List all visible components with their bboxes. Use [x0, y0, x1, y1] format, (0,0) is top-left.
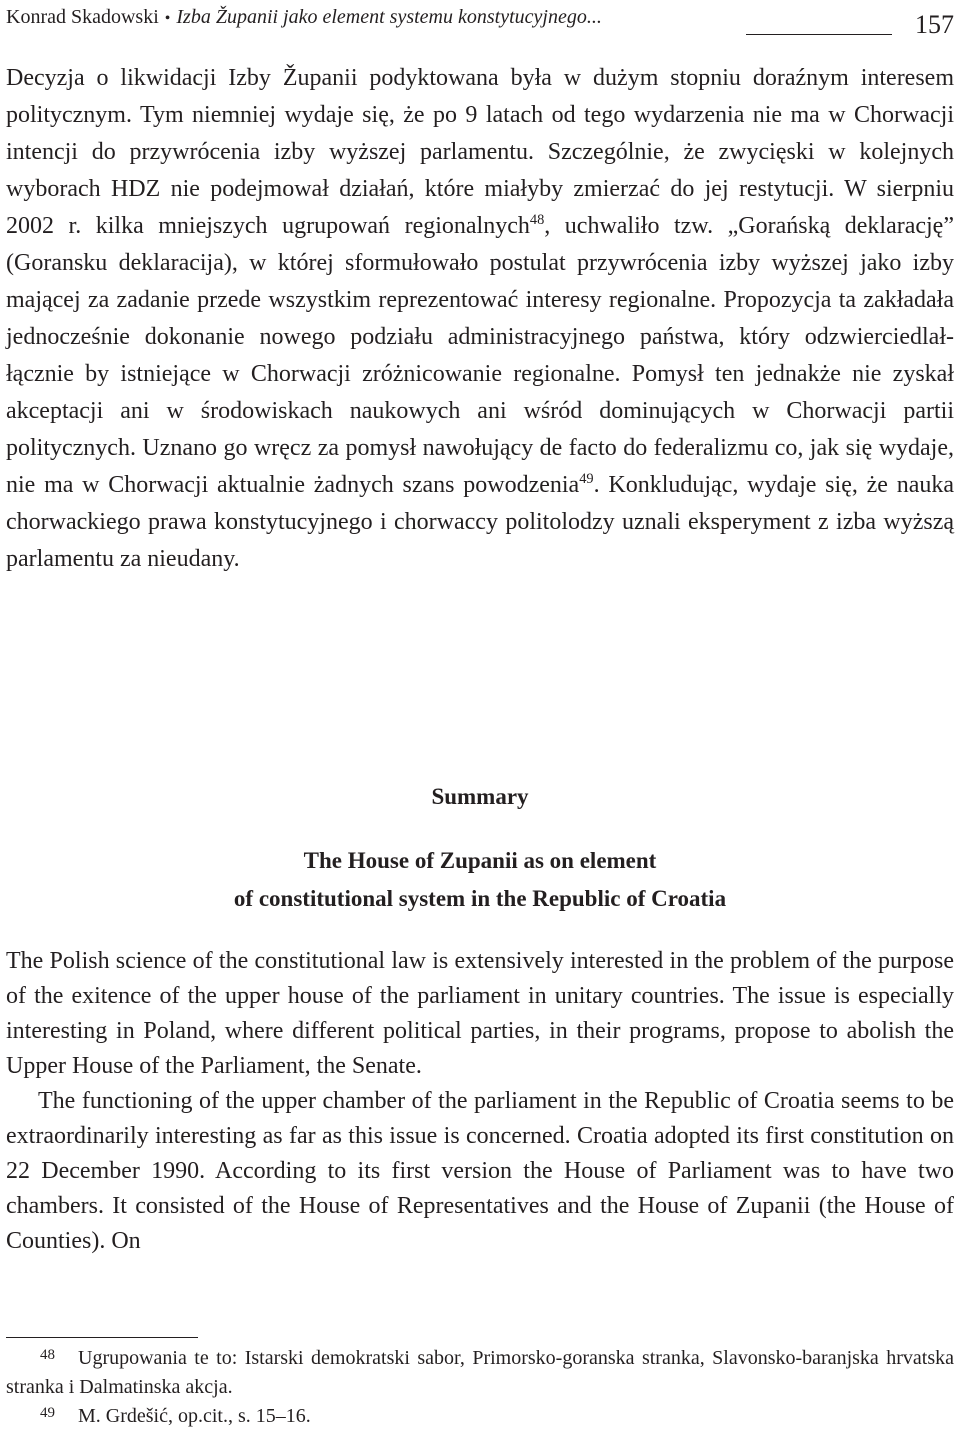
- header-rule: [746, 34, 892, 35]
- footnote-49: [6, 1402, 954, 1431]
- bullet-separator: •: [164, 10, 171, 27]
- footnote-ref-49: 49: [579, 471, 594, 487]
- footnote-text: Ugrupowania te to: Istarski demokratski sabor, Primorsko-goranska stranka, Slavonsko-baranjska hrvatska stranka i Dalmatinska akcja.: [6, 1347, 954, 1398]
- polish-text-part3: . Konkludując, wydaje się, że nauka chorwackiego prawa konstytucyjnego i chorwaccy politolodzy uznali eksperyment z izba wyższą parlamentu za nieudany.: [6, 472, 954, 572]
- footnote-text: M. Grdešić, op.cit., s. 15–16.: [78, 1405, 311, 1427]
- author-name: Konrad Skadowski: [6, 6, 159, 28]
- polish-paragraph: [6, 60, 954, 578]
- polish-text-part1: Decyzja o likwidacji Izby Županii podyktowana była w dużym stopniu doraźnym interesem politycznym. Tym niemniej wydaje się, że po 9 latach od tego wydarzenia nie ma w Chorwacji intencji do przywrócenia izby wyższej parlamentu. Szczególnie, że zwycięski w kolejnych wyborach HDZ nie podejmował działań, które miałyby zmierzać do jej restytucji. W sierpniu 2002 r. kilka mniejszych ugrupowań regionalnych: [6, 65, 954, 239]
- footnotes: [6, 1344, 954, 1431]
- page-number: 157: [915, 10, 954, 39]
- summary-title-line1: The House of Zupanii as on element: [303, 848, 657, 873]
- summary-heading: Summary: [431, 784, 529, 809]
- summary-title: [0, 842, 960, 918]
- summary-body: [6, 944, 954, 1259]
- footnote-rule: [6, 1337, 198, 1338]
- summary-title-line2: of constitutional system in the Republic of Croatia: [233, 886, 727, 911]
- polish-text-part2: , uchwaliło tzw. „Gorańską deklarację” (Goransku deklaracija), w której sformułowało postulat przywrócenia izby wyższej jako izby mającej za zadanie przede wszystkim reprezentować interesy regionalne. Propozycja ta zakładała jednocześnie dokonanie nowego podziału administracyjnego państwa, który odzwierciedlał-łącznie by istniejące w Chorwacji zróżnicowanie regionalne. Pomysł ten jednakże nie zyskał akceptacji ani w środowiskach naukowych ani wśród dominujących w Chorwacji partii politycznych. Uznano go wręcz za pomysł nawołujący de facto do federalizmu co, jak się wydaje, nie ma w Chorwacji aktualnie żadnych szans powodzenia: [6, 213, 954, 498]
- running-header: [6, 4, 954, 44]
- footnote-ref-48: 48: [529, 212, 545, 228]
- footnote-number: 49: [40, 1405, 55, 1421]
- article-title: Izba Županii jako element systemu konstytucyjnego...: [176, 6, 602, 28]
- footnote-48: [6, 1344, 954, 1402]
- summary-paragraph-2: The functioning of the upper chamber of the parliament in the Republic of Croatia seems to be extraordinarily interesting as far as this issue is concerned. Croatia adopted its first constitution on 22 December 1990. According to its first version the House of Parliament was to have two chambers. It consisted of the House of Representatives and the House of Zupanii (the House of Counties). On: [6, 1088, 954, 1254]
- summary-paragraph-1: The Polish science of the constitutional law is extensively interested in the problem of the purpose of the exitence of the upper house of the parliament in unitary countries. The issue is especially interesting in Poland, where different political parties, in their programs, propose to abolish the Upper House of the Parliament, the Senate.: [6, 948, 954, 1079]
- running-head: [6, 6, 602, 29]
- footnote-number: 48: [40, 1347, 55, 1363]
